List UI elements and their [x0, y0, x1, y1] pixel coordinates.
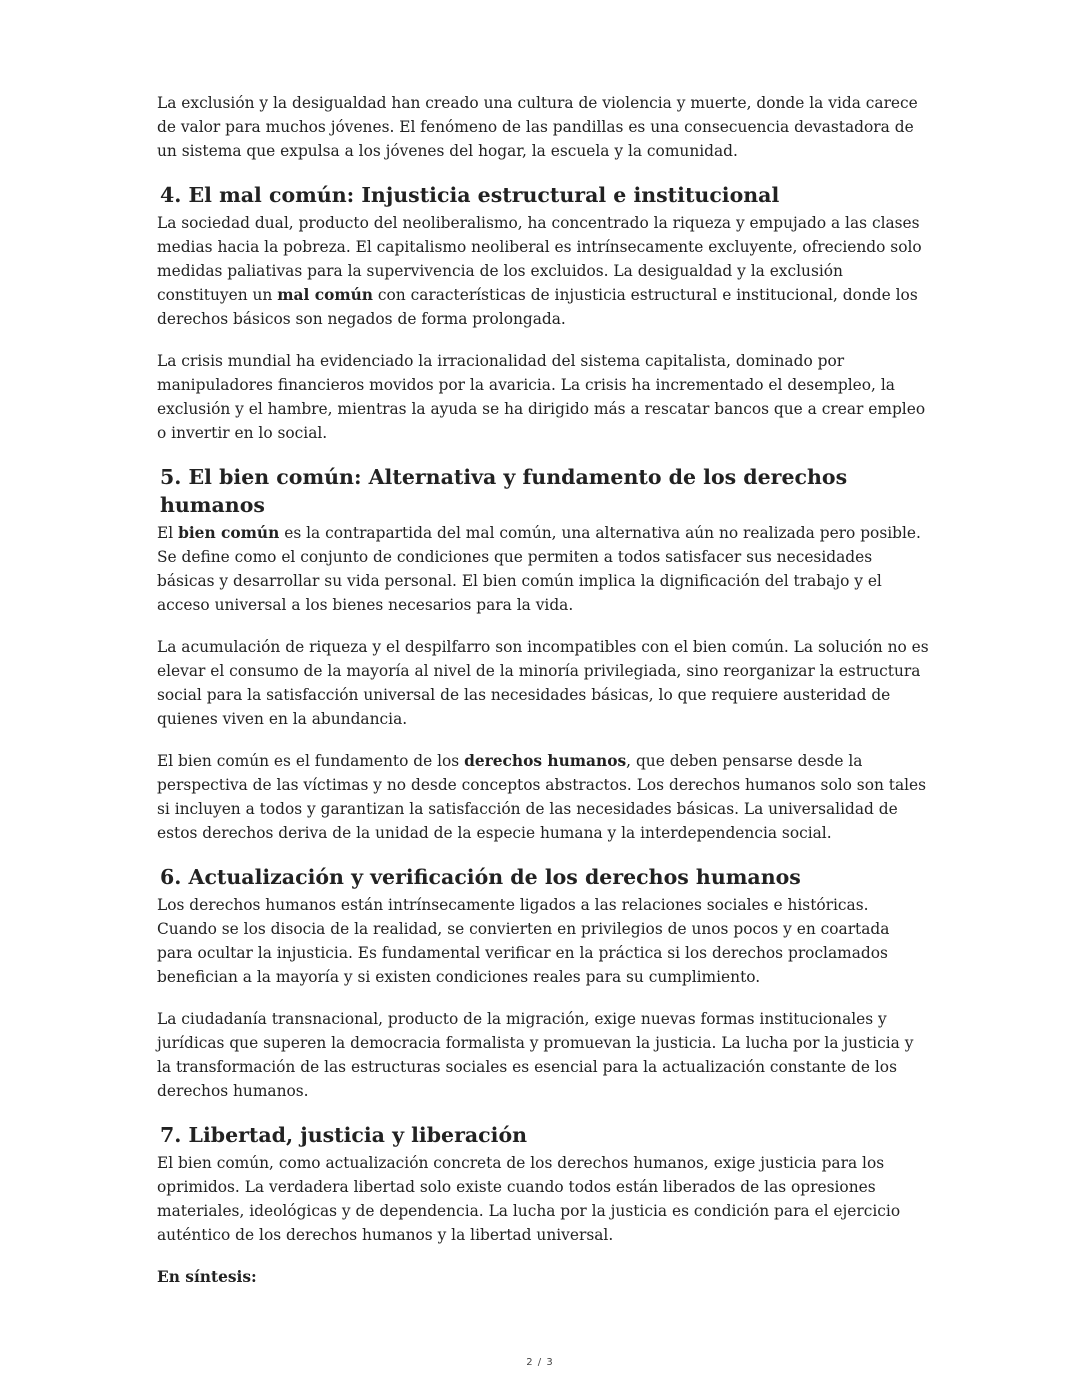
text-run: La ciudadanía transnacional, producto de la migración, exige nuevas formas institucionales y jurídicas que superen la democracia formalista y promuevan la justicia. La lucha por la justicia y la transformación de las estructuras sociales es esencial para la actualización constante de los derechos humanos.	[157, 1010, 914, 1100]
section-heading: 4. El mal común: Injusticia estructural e institucional	[160, 183, 780, 207]
text-run: La acumulación de riqueza y el despilfarro son incompatibles con el bien común. La solución no es elevar el consumo de la mayoría al nivel de la minoría privilegiada, sino reorganizar la estructura social para la satisfacción universal de las necesidades básicas, lo que requiere austeridad de quienes viven en la abundancia.	[157, 638, 929, 728]
paragraph	[157, 893, 929, 989]
bold-term: bien común	[178, 524, 280, 542]
paragraph	[157, 749, 929, 845]
text-run: El	[157, 524, 179, 542]
section-heading: 6. Actualización y verificación de los derechos humanos	[160, 865, 801, 889]
section-heading: 5. El bien común: Alternativa y fundamento de los derechos humanos	[160, 465, 848, 517]
text-run: La exclusión y la desigualdad han creado una cultura de violencia y muerte, donde la vida carece de valor para muchos jóvenes. El fenómeno de las pandillas es una consecuencia devastadora de un sistema que expulsa a los jóvenes del hogar, la escuela y la comunidad.	[157, 94, 918, 160]
bold-term: mal común	[277, 286, 373, 304]
text-run: con características de injusticia estructural e institucional, donde los derechos básicos son negados de forma prolongada.	[157, 286, 918, 328]
text-run: La crisis mundial ha evidenciado la irracionalidad del sistema capitalista, dominado por manipuladores financieros movidos por la avaricia. La crisis ha incrementado el desempleo, la exclusión y el hambre, mientras la ayuda se ha dirigido más a rescatar bancos que a crear empleo o invertir en lo social.	[157, 352, 926, 442]
paragraph	[157, 1265, 929, 1289]
bold-term: derechos humanos	[464, 752, 627, 770]
paragraph	[157, 635, 929, 731]
section-heading: 7. Libertad, justicia y liberación	[160, 1123, 528, 1147]
paragraph	[157, 521, 929, 617]
document-body	[157, 91, 929, 1307]
text-run: Los derechos humanos están intrínsecamente ligados a las relaciones sociales e históricas. Cuando se los disocia de la realidad, se convierten en privilegios de unos pocos y en coartada para ocultar la injusticia. Es fundamental verificar en la práctica si los derechos proclamados benefician a la mayoría y si existen condiciones reales para su cumplimiento.	[157, 896, 890, 986]
paragraph	[157, 211, 929, 331]
text-run: La sociedad dual, producto del neoliberalismo, ha concentrado la riqueza y empujado a las clases medias hacia la pobreza. El capitalismo neoliberal es intrínsecamente excluyente, ofreciendo solo medidas paliativas para la supervivencia de los excluidos. La desigualdad y la exclusión constituyen un	[157, 214, 922, 304]
text-run: El bien común es el fundamento de los	[157, 752, 465, 770]
text-run: es la contrapartida del mal común, una alternativa aún no realizada pero posible. Se define como el conjunto de condiciones que permiten a todos satisfacer sus necesidades básicas y desarrollar su vida personal. El bien común implica la dignificación del trabajo y el acceso universal a los bienes necesarios para la vida.	[157, 524, 921, 614]
text-run: , que deben pensarse desde la perspectiva de las víctimas y no desde conceptos abstractos. Los derechos humanos solo son tales si incluyen a todos y garantizan la satisfacción de las necesidades básicas. La universalidad de estos derechos deriva de la unidad de la especie humana y la interdependencia social.	[157, 752, 927, 842]
page-number: 2 / 3	[526, 1357, 554, 1368]
paragraph	[157, 1007, 929, 1103]
bold-term: En síntesis:	[157, 1268, 257, 1286]
paragraph	[157, 1151, 929, 1247]
text-run: El bien común, como actualización concreta de los derechos humanos, exige justicia para los oprimidos. La verdadera libertad solo existe cuando todos están liberados de las opresiones materiales, ideológicas y de dependencia. La lucha por la justicia es condición para el ejercicio auténtico de los derechos humanos y la libertad universal.	[157, 1154, 901, 1244]
paragraph	[157, 349, 929, 445]
paragraph	[157, 91, 929, 163]
